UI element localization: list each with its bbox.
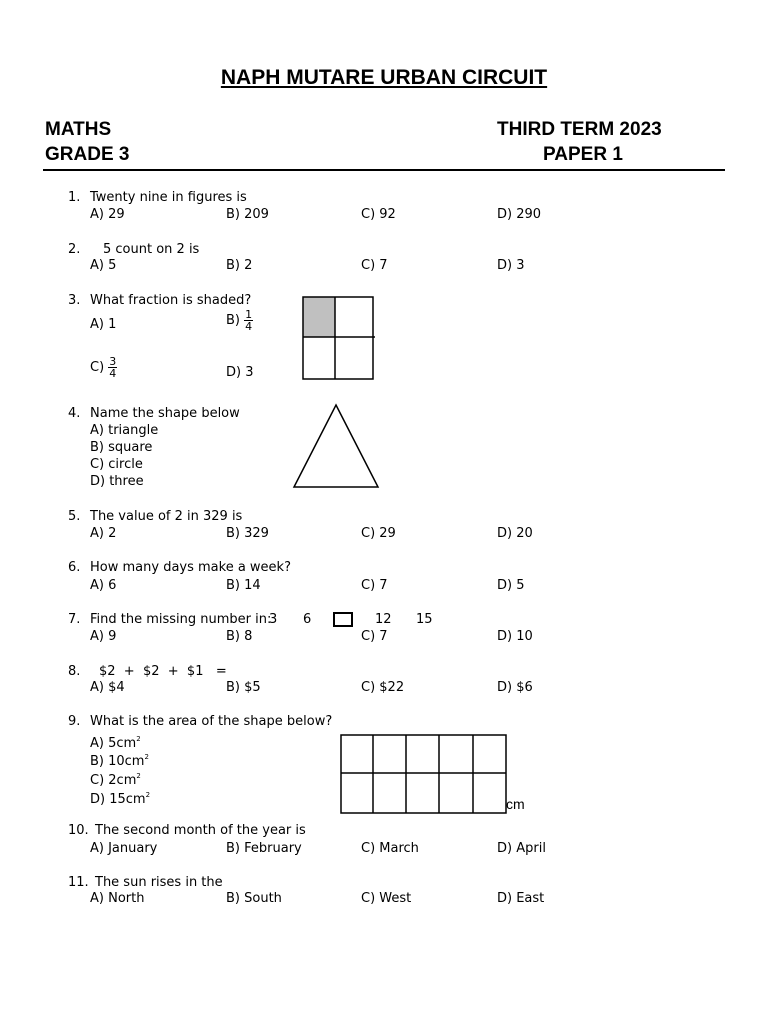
option-a: A) January [90,841,158,856]
question-number: 5. [68,509,81,524]
question-number: 4. [68,406,81,421]
fraction-three-quarters [108,356,117,379]
sequence-number: 6 [303,612,312,627]
option-a-text: A) 5cm [90,736,137,751]
question-text: How many days make a week? [90,560,291,575]
square-unit-sup: 2 [144,753,149,761]
sequence-number: 12 [375,612,392,627]
option-a: A) triangle [90,423,159,438]
option-d: D) East [497,891,545,906]
option-b-letter: B) [226,313,240,328]
option-c: C) $22 [361,680,405,695]
option-d: D) 5 [497,578,525,593]
option-c: C) 7 [361,629,388,644]
question-text: The sun rises in the [95,875,223,890]
option-a: A) 29 [90,207,125,222]
fraction-denominator: 4 [245,320,253,333]
square-unit-sup: 2 [136,735,141,743]
question-text: Find the missing number in: [90,612,272,627]
subject-label: MATHS [45,119,112,140]
shaded-quarter [303,297,335,337]
paper-label: PAPER 1 [543,144,623,165]
option-c: C) 7 [361,258,388,273]
option-a: A) 6 [90,578,117,593]
option-d: D) 3 [226,365,254,380]
option-d [90,787,150,808]
question-number: 1. [68,190,81,205]
option-d-text: D) 15cm [90,792,146,807]
option-b: B) $5 [226,680,261,695]
option-b: B) 209 [226,207,269,222]
option-c: C) March [361,841,419,856]
term-label: THIRD TERM 2023 [497,119,662,140]
question-text: $2 + $2 + $1 = [99,664,227,679]
question-number: 8. [68,664,81,679]
option-b: B) South [226,891,282,906]
shaded-square-figure [302,296,376,380]
option-c-letter: C) [90,360,105,375]
option-d: D) three [90,474,144,489]
square-unit-sup: 2 [136,772,141,780]
question-number: 7. [68,612,81,627]
option-b: B) 2 [226,258,253,273]
option-b: B) 14 [226,578,261,593]
option-c: C) 29 [361,526,396,541]
question-number: 10. [68,823,89,838]
option-c: C) 92 [361,207,396,222]
option-b: B) square [90,440,153,455]
option-d: D) $6 [497,680,533,695]
option-b-text: B) 10cm [90,754,145,769]
option-c: C) 7 [361,578,388,593]
grid-unit-label: cm [506,796,525,812]
option-d: D) 10 [497,629,533,644]
option-b: B) February [226,841,302,856]
option-d: D) 290 [497,207,542,222]
triangle-figure [292,403,382,489]
page-title: NAPH MUTARE URBAN CIRCUIT [220,66,548,89]
option-c-text: C) 2cm [90,773,137,788]
square-unit-sup: 2 [145,791,151,799]
fraction-numerator: 3 [109,355,117,368]
option-d: D) April [497,841,546,856]
option-b [226,309,253,332]
option-b: B) 8 [226,629,253,644]
question-number: 2. [68,242,81,257]
question-number: 9. [68,714,81,729]
sequence-number: 3 [269,612,278,627]
option-a: A) 5 [90,258,117,273]
question-text: Twenty nine in figures is [90,190,247,205]
option-c [90,356,117,379]
option-b [90,749,149,770]
question-number: 3. [68,293,81,308]
question-text: Name the shape below [90,406,240,421]
option-a: A) North [90,891,145,906]
grade-label: GRADE 3 [45,144,130,165]
question-text: What is the area of the shape below? [90,714,333,729]
header-divider [43,169,725,171]
missing-number-box [333,612,353,627]
option-d: D) 3 [497,258,525,273]
option-a: A) 1 [90,317,117,332]
question-text: The second month of the year is [95,823,306,838]
option-c: C) circle [90,457,143,472]
option-a: A) $4 [90,680,125,695]
option-d: D) 20 [497,526,533,541]
area-grid-figure [340,734,508,816]
sequence-number: 15 [416,612,433,627]
fraction-denominator: 4 [109,367,117,380]
question-text: 5 count on 2 is [103,242,200,257]
question-number: 11. [68,875,89,890]
option-a: A) 2 [90,526,117,541]
option-c: C) West [361,891,412,906]
fraction-numerator: 1 [245,308,253,321]
question-text: What fraction is shaded? [90,293,252,308]
option-b: B) 329 [226,526,269,541]
option-c [90,768,141,789]
fraction-one-quarter [244,309,253,332]
option-a: A) 9 [90,629,117,644]
question-number: 6. [68,560,81,575]
question-text: The value of 2 in 329 is [90,509,243,524]
